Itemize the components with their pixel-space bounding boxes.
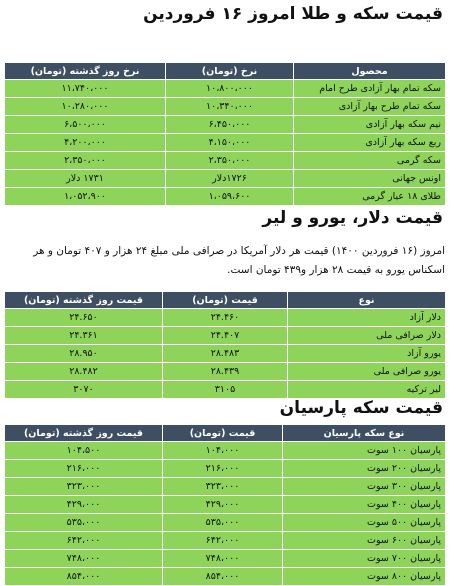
coin-name: پارسیان ۷۰۰ سوت (283, 550, 446, 568)
table-row (5, 170, 446, 188)
column-header: محصول (294, 63, 446, 80)
price-cell: ۱۰،۸۰۰،۰۰۰ (166, 80, 294, 98)
currency-heading: قیمت دلار، یورو و لیر (262, 208, 443, 228)
column-header: قیمت (تومان) (163, 425, 283, 442)
currency-name: لیر ترکیه (288, 381, 446, 399)
table-row (5, 345, 446, 363)
coin-gold-table (4, 62, 446, 206)
column-header: قیمت روز گذشته (تومان) (5, 292, 163, 309)
price-cell: ۷۴۸،۰۰۰ (163, 550, 283, 568)
table-row (5, 98, 446, 116)
table-row (5, 496, 446, 514)
coin-name: پارسیان ۳۰۰ سوت (283, 478, 446, 496)
coin-name: پارسیان ۲۰۰ سوت (283, 460, 446, 478)
previous-price-cell: ۱،۰۵۲،۹۰۰ (5, 188, 166, 206)
table-header-row (5, 292, 446, 309)
currency-paragraph: امروز (۱۶ فروردین ۱۴۰۰) قیمت هر دلار آمریکا در صرافی ملی مبلغ ۲۴ هزار و ۴۰۷ تومان و هر اسکناس یورو به قیمت ۲۸ هزار و۴۳۹ تومان است. (33, 245, 445, 276)
previous-price-cell: ۱۰،۲۸۰،۰۰۰ (5, 98, 166, 116)
table-row (5, 514, 446, 532)
table-row (5, 80, 446, 98)
price-cell: ۱،۰۵۹،۶۰۰ (166, 188, 294, 206)
previous-price-cell: ۲۴.۳۶۱ (5, 327, 163, 345)
price-cell: ۱۷۲۶دلار (166, 170, 294, 188)
coin-name: پارسیان ۱۰۰ سوت (283, 442, 446, 460)
table-row (5, 327, 446, 345)
price-cell: ۵۳۵،۰۰۰ (163, 514, 283, 532)
previous-price-cell: ۲،۳۵۰،۰۰۰ (5, 152, 166, 170)
previous-price-cell: ۱۱،۷۴۰،۰۰۰ (5, 80, 166, 98)
price-cell: ۴۲۹،۰۰۰ (163, 496, 283, 514)
table-row (5, 188, 446, 206)
currency-name: دلار صرافی ملی (288, 327, 446, 345)
column-header: قیمت روز گذشته (تومان) (5, 425, 163, 442)
table-row (5, 363, 446, 381)
previous-price-cell: ۲۸.۴۸۲ (5, 363, 163, 381)
previous-price-cell: ۱۷۳۱ دلار (5, 170, 166, 188)
price-cell: ۴،۱۵۰،۰۰۰ (166, 134, 294, 152)
currency-table (4, 291, 446, 399)
table-row (5, 152, 446, 170)
previous-price-cell: ۷۴۸،۰۰۰ (5, 550, 163, 568)
currency-name: یورو صرافی ملی (288, 363, 446, 381)
coin-name: پارسیان ۶۰۰ سوت (283, 532, 446, 550)
previous-price-cell: ۵۳۵،۰۰۰ (5, 514, 163, 532)
coin-name: پارسیان ۴۰۰ سوت (283, 496, 446, 514)
table-row (5, 478, 446, 496)
product-name: نیم سکه بهار آزادی (294, 116, 446, 134)
previous-price-cell: ۶۴۲،۰۰۰ (5, 532, 163, 550)
previous-price-cell: ۳۲۳،۰۰۰ (5, 478, 163, 496)
product-name: سکه گرمی (294, 152, 446, 170)
table-header-row (5, 425, 446, 442)
previous-price-cell: ۸۵۴،۰۰۰ (5, 568, 163, 586)
price-cell: ۲۴.۴۰۷ (163, 327, 288, 345)
previous-price-cell: ۳۰۷۰ (5, 381, 163, 399)
coin-name: پارسیان ۸۰۰ سوت (283, 568, 446, 586)
product-name: سکه تمام طرح بهار آزادی (294, 98, 446, 116)
previous-price-cell: ۲۱۶،۰۰۰ (5, 460, 163, 478)
column-header: نوع سکه پارسیان (283, 425, 446, 442)
table-row (5, 442, 446, 460)
previous-price-cell: ۲۴.۶۵۰ (5, 309, 163, 327)
product-name: ربع سکه بهار آزادی (294, 134, 446, 152)
price-cell: ۳۲۳،۰۰۰ (163, 478, 283, 496)
previous-price-cell: ۱۰۴،۵۰۰ (5, 442, 163, 460)
column-header: نرخ (تومان) (166, 63, 294, 80)
coin-name: پارسیان ۵۰۰ سوت (283, 514, 446, 532)
table-row (5, 381, 446, 399)
table-row (5, 532, 446, 550)
table-header-row (5, 63, 446, 80)
price-cell: ۲۴.۴۶۰ (163, 309, 288, 327)
product-name: طلای ۱۸ عیار گرمی (294, 188, 446, 206)
table-row (5, 460, 446, 478)
price-cell: ۶۴۲،۰۰۰ (163, 532, 283, 550)
currency-name: یورو آزاد (288, 345, 446, 363)
previous-price-cell: ۲۸.۹۵۰ (5, 345, 163, 363)
price-cell: ۲۱۶،۰۰۰ (163, 460, 283, 478)
table-row (5, 116, 446, 134)
price-cell: ۸۵۴،۰۰۰ (163, 568, 283, 586)
previous-price-cell: ۴،۲۰۰،۰۰۰ (5, 134, 166, 152)
product-name: اونس جهانی (294, 170, 446, 188)
product-name: سکه تمام بهار آزادی طرح امام (294, 80, 446, 98)
table-row (5, 550, 446, 568)
coin-gold-heading: قیمت سکه و طلا امروز ۱۶ فروردین (143, 4, 443, 24)
column-header: نوع (288, 292, 446, 309)
price-cell: ۱۰،۳۴۰،۰۰۰ (166, 98, 294, 116)
currency-name: دلار آزاد (288, 309, 446, 327)
parsian-heading: قیمت سکه پارسیان (279, 398, 443, 418)
price-cell: ۲۸.۴۳۹ (163, 363, 288, 381)
price-cell: ۲۸.۴۸۳ (163, 345, 288, 363)
price-cell: ۲،۳۵۰،۰۰۰ (166, 152, 294, 170)
table-row (5, 309, 446, 327)
previous-price-cell: ۶،۵۰۰،۰۰۰ (5, 116, 166, 134)
previous-price-cell: ۴۲۹،۰۰۰ (5, 496, 163, 514)
column-header: نرخ روز گذشته (تومان) (5, 63, 166, 80)
column-header: قیمت (تومان) (163, 292, 288, 309)
parsian-coin-table (4, 424, 446, 586)
price-cell: ۳۱۰۵ (163, 381, 288, 399)
table-row (5, 134, 446, 152)
price-cell: ۶،۴۵۰،۰۰۰ (166, 116, 294, 134)
price-cell: ۱۰۴،۰۰۰ (163, 442, 283, 460)
